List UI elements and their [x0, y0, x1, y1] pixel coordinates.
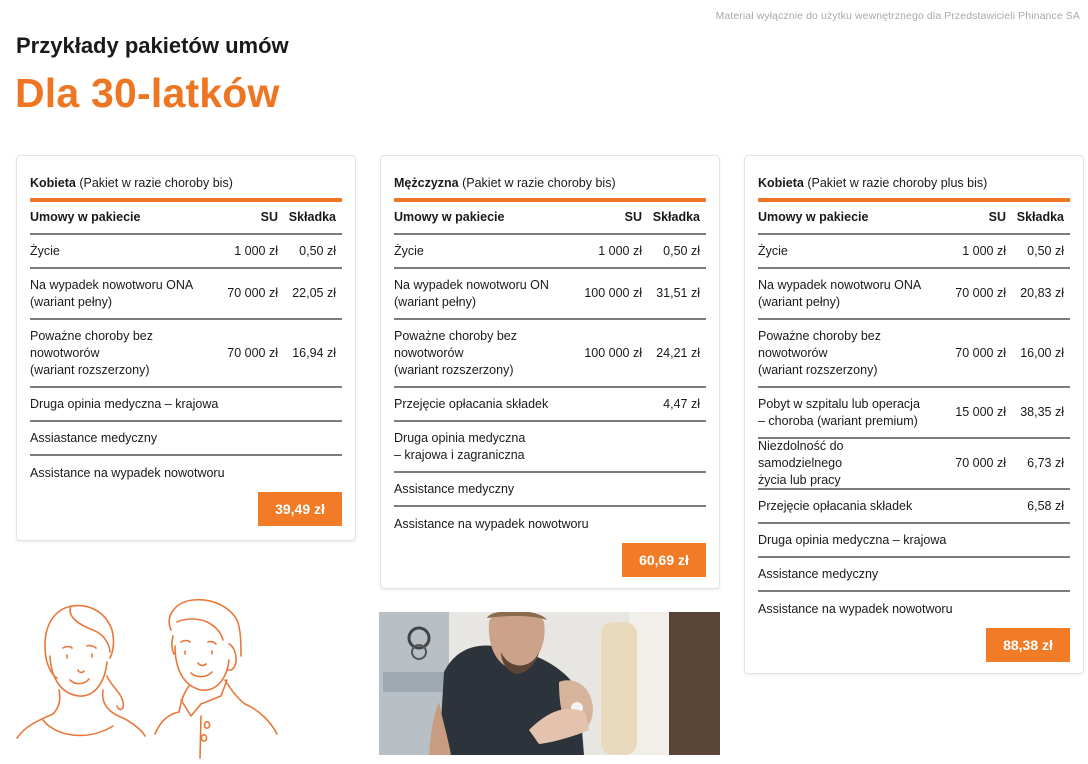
card-header: [758, 176, 1070, 198]
row-su: 70 000 zł: [955, 286, 1006, 300]
row-fee: 24,21 zł: [656, 345, 700, 360]
col-su: SU: [260, 210, 278, 224]
row-fee: 4,47 zł: [663, 396, 700, 411]
package-card-woman-plus-bis: [744, 155, 1084, 674]
row-su: 70 000 zł: [227, 286, 278, 300]
row-su: 1 000 zł: [962, 243, 1006, 258]
row-su: 1 000 zł: [234, 243, 278, 258]
card-package: (Pakiet w razie choroby bis): [462, 176, 616, 190]
row-fee: 6,73 zł: [1027, 456, 1064, 470]
row-name: Poważne choroby bez nowotworów (wariant rozszerzony): [758, 328, 881, 377]
row-su: 1 000 zł: [598, 243, 642, 258]
table-row: [394, 269, 706, 320]
table-row: [394, 507, 706, 541]
package-card-man-bis: [380, 155, 720, 589]
row-su: 100 000 zł: [584, 286, 642, 300]
row-fee: 38,35 zł: [1020, 405, 1064, 419]
row-name: Assiastance medyczny: [30, 430, 158, 445]
row-name: Na wypadek nowotworu ON (wariant pełny): [394, 277, 549, 309]
table-row: [758, 388, 1070, 439]
row-fee: 0,50 zł: [663, 243, 700, 258]
table-row: [758, 320, 1070, 388]
row-name: Poważne choroby bez nowotworów (wariant rozszerzony): [30, 328, 153, 377]
row-fee: 31,51 zł: [656, 286, 700, 300]
table-row: [394, 473, 706, 507]
vaccination-photo: [379, 612, 720, 755]
row-fee: 16,94 zł: [292, 345, 336, 360]
table-row: [758, 439, 1070, 490]
table-row: [30, 422, 342, 456]
row-su: 100 000 zł: [584, 345, 642, 360]
table-row: [394, 422, 706, 473]
row-name: Życie: [30, 243, 60, 258]
row-fee: 16,00 zł: [1020, 345, 1064, 360]
row-name: Na wypadek nowotworu ONA (wariant pełny): [30, 277, 194, 309]
row-su: 15 000 zł: [955, 405, 1006, 419]
table-row: [30, 320, 342, 388]
row-su: 70 000 zł: [227, 345, 278, 360]
package-card-woman-bis: [16, 155, 356, 541]
row-name: Przejęcie opłacania składek: [758, 498, 913, 513]
row-name: Niezdolność do samodzielnego życia lub pracy: [758, 439, 844, 487]
card-package: (Pakiet w razie choroby bis): [79, 176, 233, 190]
table-row: [30, 269, 342, 320]
page-subtitle: Przykłady pakietów umów: [16, 33, 289, 58]
col-name: Umowy w pakiecie: [394, 210, 505, 224]
table-row: [758, 235, 1070, 269]
row-name: Życie: [758, 243, 788, 258]
disclaimer: Materiał wyłącznie do użytku wewnętrznego dla Przedstawicieli Phinance SA: [715, 10, 1080, 22]
table-row: [758, 490, 1070, 524]
table-row: [394, 388, 706, 422]
row-name: Na wypadek nowotworu ONA (wariant pełny): [758, 277, 922, 309]
card-sex: Kobieta: [758, 176, 804, 190]
table-header: [30, 202, 342, 235]
row-name: Assistance medyczny: [758, 566, 879, 581]
table-row: [758, 524, 1070, 558]
total-badge: 60,69 zł: [622, 543, 706, 577]
row-fee: 6,58 zł: [1027, 498, 1064, 513]
card-package: (Pakiet w razie choroby plus bis): [807, 176, 988, 190]
col-su: SU: [624, 210, 642, 224]
card-header: [394, 176, 706, 198]
row-fee: 20,83 zł: [1020, 286, 1064, 300]
row-fee: 0,50 zł: [1027, 243, 1064, 258]
col-fee: Składka: [288, 210, 336, 224]
row-name: Poważne choroby bez nowotworów (wariant rozszerzony): [394, 328, 517, 377]
row-name: Przejęcie opłacania składek: [394, 396, 549, 411]
total-badge: 88,38 zł: [986, 628, 1070, 662]
col-su: SU: [988, 210, 1006, 224]
row-su: 70 000 zł: [955, 456, 1006, 470]
card-sex: Kobieta: [30, 176, 76, 190]
row-name: Pobyt w szpitalu lub operacja – choroba (wariant premium): [758, 396, 920, 428]
row-name: Życie: [394, 243, 424, 258]
table-row: [758, 592, 1070, 626]
table-row: [30, 388, 342, 422]
row-su: 70 000 zł: [955, 345, 1006, 360]
table-header: [758, 202, 1070, 235]
card-sex: Mężczyzna: [394, 176, 459, 190]
table-row: [758, 269, 1070, 320]
card-header: [30, 176, 342, 198]
row-fee: 22,05 zł: [292, 286, 336, 300]
row-fee: 0,50 zł: [299, 243, 336, 258]
table-row: [394, 320, 706, 388]
row-name: Assistance na wypadek nowotworu: [394, 516, 589, 531]
table-row: [30, 456, 342, 490]
couple-line-drawing-icon: [15, 586, 295, 764]
row-name: Assistance na wypadek nowotworu: [30, 465, 225, 480]
row-name: Druga opinia medyczna – krajowa i zagraniczna: [394, 430, 526, 462]
row-name: Druga opinia medyczna – krajowa: [758, 532, 947, 547]
col-fee: Składka: [1016, 210, 1064, 224]
row-name: Druga opinia medyczna – krajowa: [30, 396, 219, 411]
table-row: [758, 558, 1070, 592]
col-name: Umowy w pakiecie: [758, 210, 869, 224]
row-name: Assistance na wypadek nowotworu: [758, 601, 953, 616]
table-header: [394, 202, 706, 235]
page-title: Dla 30-latków: [15, 70, 280, 116]
col-name: Umowy w pakiecie: [30, 210, 141, 224]
row-name: Assistance medyczny: [394, 481, 515, 496]
total-badge: 39,49 zł: [258, 492, 342, 526]
col-fee: Składka: [652, 210, 700, 224]
table-row: [394, 235, 706, 269]
table-row: [30, 235, 342, 269]
